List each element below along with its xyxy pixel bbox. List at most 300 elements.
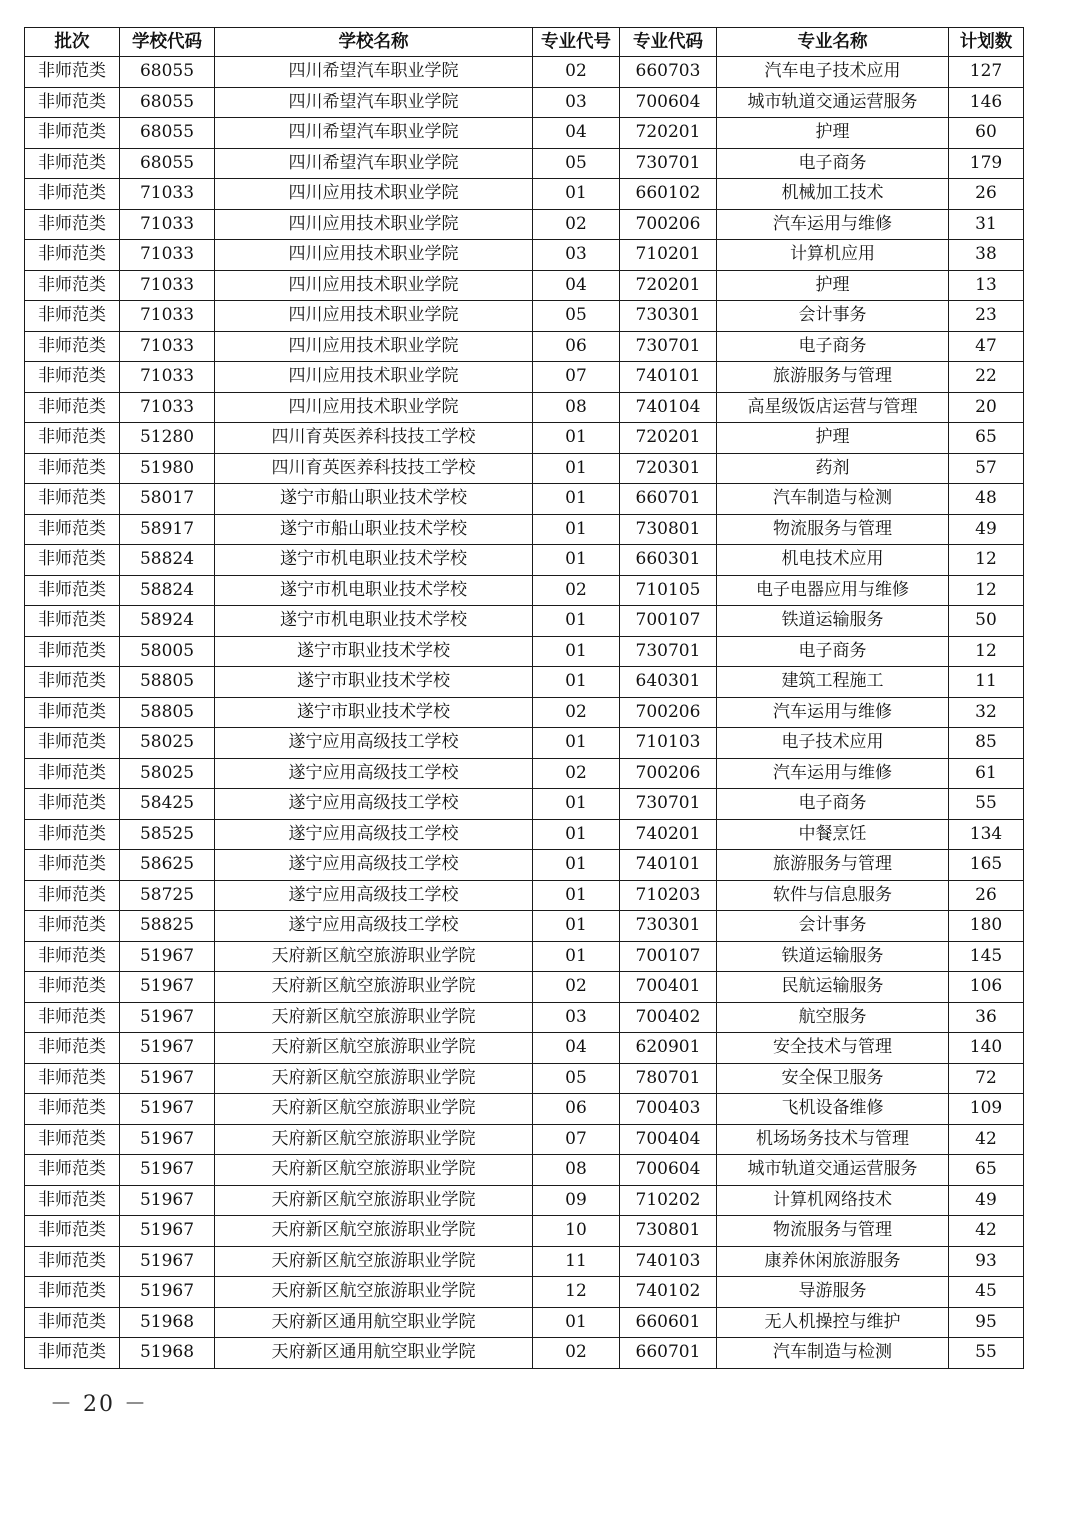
school-code-cell: 51967 <box>120 1033 215 1064</box>
major-name-cell: 飞机设备维修 <box>717 1094 949 1125</box>
school-name-cell: 四川希望汽车职业学院 <box>215 148 533 179</box>
table-row <box>25 331 1024 362</box>
table-row <box>25 941 1024 972</box>
major-name-cell: 建筑工程施工 <box>717 667 949 698</box>
school-name-cell: 遂宁市船山职业技术学校 <box>215 514 533 545</box>
school-name-cell: 天府新区航空旅游职业学院 <box>215 1002 533 1033</box>
plan-count-cell: 50 <box>949 606 1024 637</box>
school-name-cell: 四川应用技术职业学院 <box>215 179 533 210</box>
school-name-cell: 遂宁市船山职业技术学校 <box>215 484 533 515</box>
major-number-cell: 02 <box>533 1338 620 1369</box>
school-code-cell: 71033 <box>120 179 215 210</box>
table-row <box>25 880 1024 911</box>
major-name-cell: 物流服务与管理 <box>717 514 949 545</box>
major-number-cell: 04 <box>533 270 620 301</box>
table-row <box>25 301 1024 332</box>
school-name-cell: 天府新区航空旅游职业学院 <box>215 1124 533 1155</box>
major-name-cell: 会计事务 <box>717 301 949 332</box>
table-row <box>25 1063 1024 1094</box>
batch-cell: 非师范类 <box>25 1124 120 1155</box>
table-row <box>25 1033 1024 1064</box>
major-number-cell: 02 <box>533 972 620 1003</box>
plan-count-cell: 61 <box>949 758 1024 789</box>
major-number-cell: 03 <box>533 87 620 118</box>
batch-cell: 非师范类 <box>25 270 120 301</box>
major-name-cell: 城市轨道交通运营服务 <box>717 1155 949 1186</box>
school-name-cell: 遂宁市职业技术学校 <box>215 697 533 728</box>
batch-cell: 非师范类 <box>25 331 120 362</box>
school-code-cell: 51967 <box>120 1124 215 1155</box>
batch-cell: 非师范类 <box>25 1094 120 1125</box>
major-code-cell: 620901 <box>620 1033 717 1064</box>
major-code-cell: 700206 <box>620 697 717 728</box>
plan-count-cell: 146 <box>949 87 1024 118</box>
plan-count-cell: 26 <box>949 179 1024 210</box>
plan-count-cell: 55 <box>949 789 1024 820</box>
major-name-cell: 物流服务与管理 <box>717 1216 949 1247</box>
batch-cell: 非师范类 <box>25 636 120 667</box>
batch-cell: 非师范类 <box>25 1063 120 1094</box>
major-number-cell: 01 <box>533 484 620 515</box>
table-row <box>25 484 1024 515</box>
plan-count-cell: 93 <box>949 1246 1024 1277</box>
table-row <box>25 362 1024 393</box>
major-code-cell: 700206 <box>620 209 717 240</box>
major-number-cell: 08 <box>533 1155 620 1186</box>
table-row <box>25 87 1024 118</box>
major-name-cell: 汽车运用与维修 <box>717 209 949 240</box>
plan-count-cell: 60 <box>949 118 1024 149</box>
table-row <box>25 1124 1024 1155</box>
major-code-cell: 640301 <box>620 667 717 698</box>
header-major-name: 专业名称 <box>717 28 949 57</box>
table-row <box>25 270 1024 301</box>
plan-count-cell: 49 <box>949 514 1024 545</box>
major-number-cell: 05 <box>533 1063 620 1094</box>
plan-count-cell: 180 <box>949 911 1024 942</box>
major-code-cell: 700604 <box>620 1155 717 1186</box>
major-code-cell: 730701 <box>620 636 717 667</box>
major-name-cell: 会计事务 <box>717 911 949 942</box>
major-number-cell: 04 <box>533 1033 620 1064</box>
batch-cell: 非师范类 <box>25 423 120 454</box>
major-name-cell: 汽车运用与维修 <box>717 758 949 789</box>
major-code-cell: 730301 <box>620 911 717 942</box>
major-number-cell: 01 <box>533 1307 620 1338</box>
batch-cell: 非师范类 <box>25 453 120 484</box>
major-number-cell: 05 <box>533 148 620 179</box>
table-row <box>25 1216 1024 1247</box>
major-number-cell: 01 <box>533 179 620 210</box>
school-name-cell: 天府新区通用航空职业学院 <box>215 1307 533 1338</box>
plan-count-cell: 12 <box>949 545 1024 576</box>
major-name-cell: 无人机操控与维护 <box>717 1307 949 1338</box>
major-code-cell: 740101 <box>620 850 717 881</box>
batch-cell: 非师范类 <box>25 667 120 698</box>
school-name-cell: 四川希望汽车职业学院 <box>215 118 533 149</box>
school-code-cell: 71033 <box>120 392 215 423</box>
school-name-cell: 天府新区航空旅游职业学院 <box>215 1155 533 1186</box>
major-name-cell: 汽车制造与检测 <box>717 1338 949 1369</box>
major-name-cell: 高星级饭店运营与管理 <box>717 392 949 423</box>
header-school-name: 学校名称 <box>215 28 533 57</box>
plan-count-cell: 26 <box>949 880 1024 911</box>
school-code-cell: 58924 <box>120 606 215 637</box>
school-name-cell: 遂宁应用高级技工学校 <box>215 728 533 759</box>
table-row <box>25 819 1024 850</box>
table-row <box>25 1307 1024 1338</box>
major-name-cell: 药剂 <box>717 453 949 484</box>
school-name-cell: 四川希望汽车职业学院 <box>215 57 533 88</box>
plan-count-cell: 22 <box>949 362 1024 393</box>
major-number-cell: 03 <box>533 1002 620 1033</box>
batch-cell: 非师范类 <box>25 911 120 942</box>
table-row <box>25 545 1024 576</box>
table-row <box>25 240 1024 271</box>
enrollment-plan-table <box>24 27 1024 1369</box>
batch-cell: 非师范类 <box>25 850 120 881</box>
major-number-cell: 06 <box>533 331 620 362</box>
major-code-cell: 720301 <box>620 453 717 484</box>
plan-count-cell: 140 <box>949 1033 1024 1064</box>
school-name-cell: 天府新区通用航空职业学院 <box>215 1338 533 1369</box>
header-plan-count: 计划数 <box>949 28 1024 57</box>
major-name-cell: 电子商务 <box>717 789 949 820</box>
school-code-cell: 68055 <box>120 57 215 88</box>
major-number-cell: 01 <box>533 728 620 759</box>
major-name-cell: 旅游服务与管理 <box>717 850 949 881</box>
batch-cell: 非师范类 <box>25 57 120 88</box>
major-name-cell: 导游服务 <box>717 1277 949 1308</box>
school-code-cell: 68055 <box>120 87 215 118</box>
major-number-cell: 01 <box>533 850 620 881</box>
school-code-cell: 58725 <box>120 880 215 911</box>
major-name-cell: 电子商务 <box>717 148 949 179</box>
batch-cell: 非师范类 <box>25 240 120 271</box>
school-name-cell: 天府新区航空旅游职业学院 <box>215 1216 533 1247</box>
school-code-cell: 51967 <box>120 941 215 972</box>
major-code-cell: 700403 <box>620 1094 717 1125</box>
major-number-cell: 08 <box>533 392 620 423</box>
school-name-cell: 遂宁市机电职业技术学校 <box>215 606 533 637</box>
plan-count-cell: 48 <box>949 484 1024 515</box>
school-name-cell: 遂宁应用高级技工学校 <box>215 911 533 942</box>
batch-cell: 非师范类 <box>25 87 120 118</box>
school-name-cell: 天府新区航空旅游职业学院 <box>215 1033 533 1064</box>
batch-cell: 非师范类 <box>25 392 120 423</box>
school-code-cell: 51967 <box>120 1246 215 1277</box>
major-number-cell: 01 <box>533 514 620 545</box>
school-code-cell: 51968 <box>120 1307 215 1338</box>
batch-cell: 非师范类 <box>25 1338 120 1369</box>
batch-cell: 非师范类 <box>25 789 120 820</box>
school-code-cell: 58525 <box>120 819 215 850</box>
table-row <box>25 179 1024 210</box>
major-code-cell: 710203 <box>620 880 717 911</box>
school-code-cell: 51967 <box>120 1094 215 1125</box>
major-number-cell: 01 <box>533 545 620 576</box>
major-code-cell: 720201 <box>620 118 717 149</box>
table-body <box>25 57 1024 1369</box>
major-number-cell: 06 <box>533 1094 620 1125</box>
plan-count-cell: 20 <box>949 392 1024 423</box>
major-number-cell: 10 <box>533 1216 620 1247</box>
major-number-cell: 02 <box>533 57 620 88</box>
major-code-cell: 740104 <box>620 392 717 423</box>
major-number-cell: 01 <box>533 636 620 667</box>
major-code-cell: 660703 <box>620 57 717 88</box>
school-code-cell: 71033 <box>120 362 215 393</box>
major-number-cell: 02 <box>533 575 620 606</box>
major-name-cell: 软件与信息服务 <box>717 880 949 911</box>
major-number-cell: 01 <box>533 819 620 850</box>
batch-cell: 非师范类 <box>25 880 120 911</box>
major-name-cell: 机场场务技术与管理 <box>717 1124 949 1155</box>
major-code-cell: 660102 <box>620 179 717 210</box>
plan-count-cell: 23 <box>949 301 1024 332</box>
batch-cell: 非师范类 <box>25 575 120 606</box>
major-number-cell: 09 <box>533 1185 620 1216</box>
table-row <box>25 1155 1024 1186</box>
school-name-cell: 四川应用技术职业学院 <box>215 301 533 332</box>
school-code-cell: 51967 <box>120 1002 215 1033</box>
school-code-cell: 68055 <box>120 148 215 179</box>
school-name-cell: 四川希望汽车职业学院 <box>215 87 533 118</box>
major-name-cell: 安全保卫服务 <box>717 1063 949 1094</box>
major-code-cell: 730701 <box>620 148 717 179</box>
plan-count-cell: 165 <box>949 850 1024 881</box>
school-code-cell: 71033 <box>120 270 215 301</box>
header-major-code: 专业代码 <box>620 28 717 57</box>
table-row <box>25 392 1024 423</box>
school-name-cell: 四川应用技术职业学院 <box>215 209 533 240</box>
major-name-cell: 计算机网络技术 <box>717 1185 949 1216</box>
school-name-cell: 四川育英医养科技技工学校 <box>215 423 533 454</box>
major-code-cell: 780701 <box>620 1063 717 1094</box>
major-number-cell: 05 <box>533 301 620 332</box>
school-code-cell: 58825 <box>120 911 215 942</box>
school-name-cell: 遂宁应用高级技工学校 <box>215 758 533 789</box>
table-row <box>25 1246 1024 1277</box>
table-row <box>25 1338 1024 1369</box>
major-code-cell: 740101 <box>620 362 717 393</box>
plan-count-cell: 85 <box>949 728 1024 759</box>
major-name-cell: 汽车电子技术应用 <box>717 57 949 88</box>
school-name-cell: 天府新区航空旅游职业学院 <box>215 1063 533 1094</box>
school-code-cell: 51967 <box>120 972 215 1003</box>
major-code-cell: 660701 <box>620 484 717 515</box>
major-code-cell: 710105 <box>620 575 717 606</box>
school-code-cell: 58017 <box>120 484 215 515</box>
major-code-cell: 730801 <box>620 1216 717 1247</box>
major-code-cell: 730301 <box>620 301 717 332</box>
plan-count-cell: 106 <box>949 972 1024 1003</box>
plan-count-cell: 65 <box>949 423 1024 454</box>
major-name-cell: 护理 <box>717 270 949 301</box>
major-name-cell: 城市轨道交通运营服务 <box>717 87 949 118</box>
school-name-cell: 四川应用技术职业学院 <box>215 362 533 393</box>
school-name-cell: 天府新区航空旅游职业学院 <box>215 972 533 1003</box>
plan-count-cell: 134 <box>949 819 1024 850</box>
school-name-cell: 天府新区航空旅游职业学院 <box>215 1277 533 1308</box>
major-name-cell: 汽车制造与检测 <box>717 484 949 515</box>
header-major-number: 专业代号 <box>533 28 620 57</box>
school-name-cell: 四川育英医养科技技工学校 <box>215 453 533 484</box>
plan-count-cell: 65 <box>949 1155 1024 1186</box>
major-name-cell: 航空服务 <box>717 1002 949 1033</box>
batch-cell: 非师范类 <box>25 819 120 850</box>
school-name-cell: 天府新区航空旅游职业学院 <box>215 1185 533 1216</box>
school-name-cell: 四川应用技术职业学院 <box>215 331 533 362</box>
school-code-cell: 68055 <box>120 118 215 149</box>
major-code-cell: 710103 <box>620 728 717 759</box>
school-code-cell: 58805 <box>120 697 215 728</box>
major-name-cell: 中餐烹饪 <box>717 819 949 850</box>
school-code-cell: 51967 <box>120 1155 215 1186</box>
school-name-cell: 遂宁应用高级技工学校 <box>215 850 533 881</box>
school-name-cell: 遂宁市职业技术学校 <box>215 667 533 698</box>
school-code-cell: 58025 <box>120 728 215 759</box>
batch-cell: 非师范类 <box>25 148 120 179</box>
school-code-cell: 58625 <box>120 850 215 881</box>
major-name-cell: 护理 <box>717 118 949 149</box>
major-number-cell: 03 <box>533 240 620 271</box>
major-number-cell: 01 <box>533 880 620 911</box>
major-code-cell: 730701 <box>620 789 717 820</box>
school-code-cell: 58805 <box>120 667 215 698</box>
major-code-cell: 660701 <box>620 1338 717 1369</box>
major-name-cell: 铁道运输服务 <box>717 606 949 637</box>
batch-cell: 非师范类 <box>25 484 120 515</box>
school-code-cell: 71033 <box>120 331 215 362</box>
table-row <box>25 148 1024 179</box>
school-code-cell: 71033 <box>120 209 215 240</box>
table-row <box>25 423 1024 454</box>
batch-cell: 非师范类 <box>25 209 120 240</box>
school-code-cell: 51967 <box>120 1277 215 1308</box>
major-code-cell: 700604 <box>620 87 717 118</box>
major-code-cell: 700402 <box>620 1002 717 1033</box>
school-name-cell: 遂宁应用高级技工学校 <box>215 789 533 820</box>
major-code-cell: 700107 <box>620 606 717 637</box>
major-number-cell: 02 <box>533 758 620 789</box>
major-name-cell: 电子商务 <box>717 331 949 362</box>
school-code-cell: 58025 <box>120 758 215 789</box>
school-name-cell: 遂宁市机电职业技术学校 <box>215 575 533 606</box>
major-code-cell: 700404 <box>620 1124 717 1155</box>
major-number-cell: 01 <box>533 941 620 972</box>
major-name-cell: 机电技术应用 <box>717 545 949 576</box>
batch-cell: 非师范类 <box>25 179 120 210</box>
major-code-cell: 710202 <box>620 1185 717 1216</box>
table-row <box>25 57 1024 88</box>
table-row <box>25 1094 1024 1125</box>
table-row <box>25 758 1024 789</box>
major-number-cell: 01 <box>533 423 620 454</box>
table-row <box>25 118 1024 149</box>
major-code-cell: 740103 <box>620 1246 717 1277</box>
batch-cell: 非师范类 <box>25 545 120 576</box>
batch-cell: 非师范类 <box>25 1216 120 1247</box>
major-name-cell: 计算机应用 <box>717 240 949 271</box>
school-name-cell: 四川应用技术职业学院 <box>215 240 533 271</box>
table-row <box>25 1185 1024 1216</box>
plan-count-cell: 95 <box>949 1307 1024 1338</box>
batch-cell: 非师范类 <box>25 1002 120 1033</box>
major-code-cell: 720201 <box>620 270 717 301</box>
school-code-cell: 51967 <box>120 1185 215 1216</box>
table-row <box>25 636 1024 667</box>
batch-cell: 非师范类 <box>25 1277 120 1308</box>
table-row <box>25 728 1024 759</box>
major-code-cell: 700206 <box>620 758 717 789</box>
batch-cell: 非师范类 <box>25 941 120 972</box>
plan-count-cell: 55 <box>949 1338 1024 1369</box>
major-number-cell: 01 <box>533 453 620 484</box>
table-row <box>25 514 1024 545</box>
plan-count-cell: 179 <box>949 148 1024 179</box>
major-code-cell: 730801 <box>620 514 717 545</box>
school-code-cell: 71033 <box>120 240 215 271</box>
school-code-cell: 51280 <box>120 423 215 454</box>
batch-cell: 非师范类 <box>25 1185 120 1216</box>
batch-cell: 非师范类 <box>25 514 120 545</box>
table-row <box>25 1002 1024 1033</box>
batch-cell: 非师范类 <box>25 362 120 393</box>
plan-count-cell: 42 <box>949 1124 1024 1155</box>
school-code-cell: 51967 <box>120 1216 215 1247</box>
batch-cell: 非师范类 <box>25 1246 120 1277</box>
school-name-cell: 天府新区航空旅游职业学院 <box>215 1246 533 1277</box>
batch-cell: 非师范类 <box>25 728 120 759</box>
major-code-cell: 660601 <box>620 1307 717 1338</box>
plan-count-cell: 38 <box>949 240 1024 271</box>
table-row <box>25 697 1024 728</box>
major-name-cell: 护理 <box>717 423 949 454</box>
major-name-cell: 电子技术应用 <box>717 728 949 759</box>
table-header-row <box>25 28 1024 57</box>
major-name-cell: 旅游服务与管理 <box>717 362 949 393</box>
major-number-cell: 04 <box>533 118 620 149</box>
batch-cell: 非师范类 <box>25 1033 120 1064</box>
table-row <box>25 575 1024 606</box>
plan-count-cell: 11 <box>949 667 1024 698</box>
batch-cell: 非师范类 <box>25 972 120 1003</box>
plan-count-cell: 32 <box>949 697 1024 728</box>
major-code-cell: 740102 <box>620 1277 717 1308</box>
plan-count-cell: 45 <box>949 1277 1024 1308</box>
major-name-cell: 机械加工技术 <box>717 179 949 210</box>
major-name-cell: 电子商务 <box>717 636 949 667</box>
school-name-cell: 天府新区航空旅游职业学院 <box>215 1094 533 1125</box>
table-row <box>25 850 1024 881</box>
plan-count-cell: 12 <box>949 575 1024 606</box>
major-number-cell: 01 <box>533 911 620 942</box>
header-batch: 批次 <box>25 28 120 57</box>
table-row <box>25 911 1024 942</box>
major-code-cell: 730701 <box>620 331 717 362</box>
major-name-cell: 汽车运用与维修 <box>717 697 949 728</box>
school-code-cell: 71033 <box>120 301 215 332</box>
major-name-cell: 安全技术与管理 <box>717 1033 949 1064</box>
school-name-cell: 四川应用技术职业学院 <box>215 392 533 423</box>
plan-count-cell: 13 <box>949 270 1024 301</box>
major-name-cell: 电子电器应用与维修 <box>717 575 949 606</box>
table-row <box>25 972 1024 1003</box>
plan-count-cell: 42 <box>949 1216 1024 1247</box>
plan-count-cell: 145 <box>949 941 1024 972</box>
major-number-cell: 02 <box>533 209 620 240</box>
